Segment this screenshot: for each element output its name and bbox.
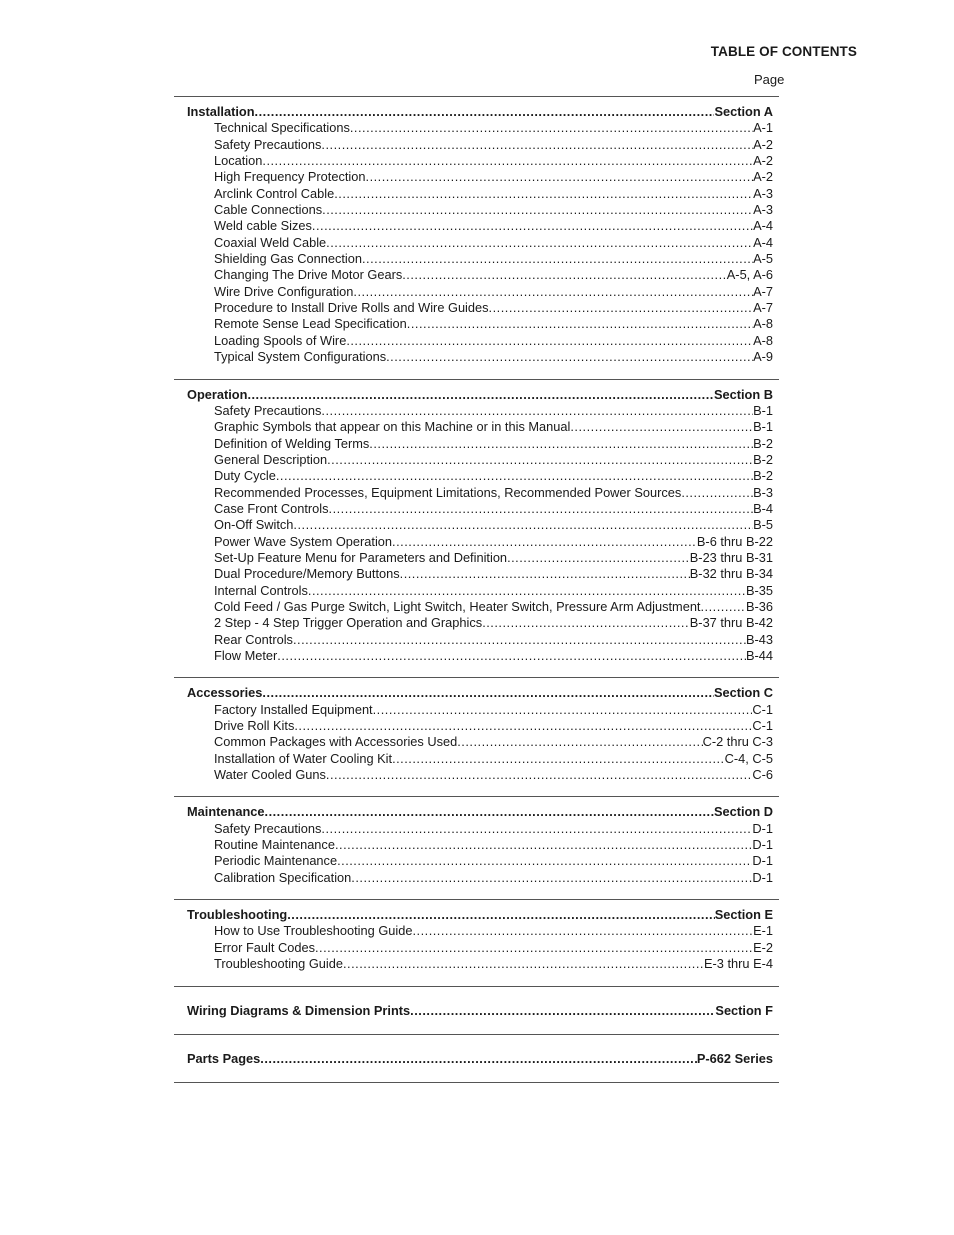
section-heading-page: Section D	[713, 804, 773, 820]
dot-leader	[326, 767, 752, 783]
toc-entry-label: Case Front Controls	[214, 500, 329, 516]
toc-entry-row[interactable]	[174, 615, 779, 631]
toc-section	[174, 379, 779, 678]
toc-entry-page: A-3	[753, 202, 773, 218]
toc-entry-row[interactable]	[174, 550, 779, 566]
section-heading-row[interactable]	[174, 1003, 779, 1019]
dot-leader	[482, 615, 690, 631]
toc-entry-label: Flow Meter	[214, 648, 278, 663]
toc-entry-row[interactable]	[174, 316, 779, 332]
dot-leader	[346, 333, 753, 349]
toc-entry-page: B-35	[745, 582, 773, 598]
toc-entry-page: C-1	[752, 718, 773, 734]
section-heading-label: Wiring Diagrams & Dimension Prints	[187, 1002, 411, 1018]
toc-entry-row[interactable]	[174, 853, 779, 869]
toc-entry-page: A-9	[753, 349, 773, 365]
toc-entry-label: Coaxial Weld Cable	[214, 234, 327, 250]
toc-entry-label: Installation of Water Cooling Kit	[214, 750, 393, 766]
toc-entry-page: E-1	[753, 923, 773, 939]
toc-entry-row[interactable]	[174, 501, 779, 517]
toc-entry-row[interactable]	[174, 534, 779, 550]
toc-entry-label: High Frequency Protection	[214, 169, 366, 185]
toc-entry-page: D-1	[752, 837, 773, 853]
toc-entry-label: Periodic Maintenance	[214, 853, 338, 869]
toc-entry-row[interactable]	[174, 837, 779, 853]
toc-entry-label: General Description	[214, 451, 328, 467]
toc-entry-page: E-2	[753, 939, 773, 955]
toc-entry-label: Arclink Control Cable	[214, 185, 335, 201]
toc-entry-label: Definition of Welding Terms	[214, 435, 370, 451]
toc-entry-page: C-2 thru C-3	[702, 734, 773, 750]
dot-leader	[326, 235, 753, 251]
dot-leader	[262, 685, 714, 701]
toc-entry-page: A-8	[753, 316, 773, 332]
section-heading-row[interactable]	[174, 907, 779, 923]
toc-entry-page: B-6 thru B-22	[696, 533, 773, 549]
toc-entry-row[interactable]	[174, 583, 779, 599]
toc-entry-row[interactable]	[174, 485, 779, 501]
section-heading-label: Installation	[187, 104, 255, 119]
toc-entry-label: Power Wave System Operation	[214, 533, 393, 549]
toc-entry-page: D-1	[752, 820, 773, 836]
dot-leader	[276, 468, 753, 484]
toc-entry-row[interactable]	[174, 566, 779, 582]
toc-entry-row[interactable]	[174, 517, 779, 533]
toc-entry-page: D-1	[752, 853, 773, 869]
toc-entry-row[interactable]	[174, 718, 779, 734]
toc-entry-label: Cable Connections	[214, 202, 323, 218]
toc-entry-row[interactable]	[174, 267, 779, 283]
toc-entry-row[interactable]	[174, 702, 779, 718]
toc-section	[174, 899, 779, 985]
dot-leader	[294, 718, 752, 734]
dot-leader	[321, 821, 752, 837]
toc-entry-row[interactable]	[174, 870, 779, 886]
dot-leader	[373, 702, 753, 718]
dot-leader	[260, 1051, 697, 1067]
dot-leader	[337, 853, 752, 869]
dot-leader	[327, 452, 753, 468]
toc-section	[174, 1034, 779, 1083]
toc-entry-row[interactable]	[174, 923, 779, 939]
toc-entry-row[interactable]	[174, 956, 779, 972]
section-heading-label: Accessories	[187, 685, 263, 701]
toc-entry-label: Technical Specifications	[214, 120, 350, 136]
toc-entry-label: Graphic Symbols that appear on this Machine or in this Manual	[214, 419, 571, 435]
toc-entry-row[interactable]	[174, 169, 779, 185]
toc-entry-label: Safety Precautions	[214, 402, 322, 418]
dot-leader	[570, 419, 753, 435]
toc-entry-page: A-1	[753, 120, 773, 136]
section-heading-row[interactable]	[174, 104, 779, 120]
toc-entry-row[interactable]	[174, 120, 779, 136]
dot-leader	[255, 104, 715, 120]
toc-entry-row[interactable]	[174, 751, 779, 767]
dot-leader	[277, 648, 746, 664]
toc-entry-page: C-6	[752, 767, 773, 783]
section-heading-row[interactable]	[174, 1051, 779, 1067]
toc-entry-page: A-8	[753, 332, 773, 348]
toc-entry-label: Location	[214, 153, 263, 169]
toc-entry-row[interactable]	[174, 300, 779, 316]
section-heading-page: Section B	[713, 386, 773, 402]
toc-entry-row[interactable]	[174, 137, 779, 153]
section-heading-row[interactable]	[174, 387, 779, 403]
dot-leader	[407, 316, 753, 332]
dot-leader	[287, 907, 714, 923]
dot-leader	[353, 284, 753, 300]
toc-entry-page: E-3 thru E-4	[704, 956, 773, 972]
toc-entry-row[interactable]	[174, 186, 779, 202]
dot-leader	[400, 566, 690, 582]
dot-leader	[322, 202, 753, 218]
section-heading-page: Section E	[714, 907, 773, 923]
toc-entry-row[interactable]	[174, 734, 779, 750]
toc-entry-label: Error Fault Codes	[214, 939, 315, 955]
toc-entry-page: B-2	[753, 451, 773, 467]
table-of-contents	[174, 96, 779, 1083]
section-heading-label: Troubleshooting	[187, 907, 288, 923]
toc-entry-label: Weld cable Sizes	[214, 218, 312, 234]
toc-entry-row[interactable]	[174, 468, 779, 484]
dot-leader	[386, 349, 753, 365]
section-heading-label: Operation	[187, 386, 248, 402]
dot-leader	[293, 632, 746, 648]
dot-leader	[362, 251, 753, 267]
section-heading-page: Section F	[715, 1002, 773, 1018]
dot-leader	[366, 169, 754, 185]
toc-entry-row[interactable]	[174, 419, 779, 435]
toc-entry-row[interactable]	[174, 251, 779, 267]
section-heading-row[interactable]	[174, 804, 779, 820]
toc-entry-label: Set-Up Feature Menu for Parameters and Definition	[214, 549, 508, 565]
toc-entry-page: B-2	[753, 468, 773, 484]
document-title: TABLE OF CONTENTS	[710, 44, 857, 59]
toc-entry-label: Duty Cycle	[214, 468, 276, 484]
dot-leader	[247, 387, 714, 403]
toc-entry-page: A-5, A-6	[726, 267, 773, 283]
toc-entry-label: Factory Installed Equipment	[214, 701, 373, 717]
dot-leader	[321, 403, 753, 419]
toc-entry-page: A-4	[753, 234, 773, 250]
toc-entry-row[interactable]	[174, 599, 779, 615]
page-column-label: Page	[754, 72, 785, 87]
toc-entry-page: B-3	[753, 484, 773, 500]
toc-entry-label: Recommended Processes, Equipment Limitations, Recommended Power Sources	[214, 484, 682, 500]
toc-entry-page: A-7	[753, 300, 773, 316]
toc-entry-page: A-3	[753, 185, 773, 201]
dot-leader	[457, 734, 702, 750]
toc-entry-label: Dual Procedure/Memory Buttons	[214, 566, 400, 582]
dot-leader	[507, 550, 690, 566]
toc-entry-row[interactable]	[174, 403, 779, 419]
dot-leader	[410, 1003, 715, 1019]
toc-entry-page: B-23 thru B-31	[689, 549, 773, 565]
toc-entry-label: Loading Spools of Wire	[214, 332, 347, 348]
dot-leader	[321, 137, 753, 153]
toc-entry-page: A-5	[753, 251, 773, 267]
toc-entry-row[interactable]	[174, 940, 779, 956]
dot-leader	[293, 517, 753, 533]
toc-entry-label: On-Off Switch	[214, 517, 294, 533]
dot-leader	[412, 923, 753, 939]
dot-leader	[392, 534, 697, 550]
toc-entry-page: B-5	[753, 517, 773, 533]
toc-section	[174, 796, 779, 899]
toc-entry-label: How to Use Troubleshooting Guide	[214, 923, 413, 939]
toc-entry-row[interactable]	[174, 452, 779, 468]
dot-leader	[350, 120, 753, 136]
toc-entry-label: Cold Feed / Gas Purge Switch, Light Switch, Heater Switch, Pressure Arm Adjustment	[214, 598, 701, 614]
toc-entry-page: C-4, C-5	[724, 750, 773, 766]
dot-leader	[335, 837, 752, 853]
toc-entry-page: C-1	[752, 701, 773, 717]
toc-entry-label: 2 Step - 4 Step Trigger Operation and Graphics	[214, 615, 483, 631]
toc-entry-row[interactable]	[174, 202, 779, 218]
toc-section	[174, 677, 779, 796]
toc-entry-page: B-36	[745, 598, 773, 614]
toc-entry-page: A-2	[753, 169, 773, 185]
toc-entry-label: Shielding Gas Connection	[214, 251, 362, 267]
dot-leader	[392, 751, 725, 767]
toc-entry-row[interactable]	[174, 821, 779, 837]
section-heading-label: Maintenance	[187, 804, 265, 820]
toc-entry-row[interactable]	[174, 349, 779, 365]
dot-leader	[681, 485, 753, 501]
toc-entry-page: A-2	[753, 136, 773, 152]
toc-entry-page: A-7	[753, 283, 773, 299]
dot-leader	[369, 436, 753, 452]
toc-entry-label: Safety Precautions	[214, 820, 322, 836]
section-heading-page: Section A	[714, 104, 773, 119]
toc-entry-page: B-44	[745, 648, 773, 663]
toc-entry-label: Troubleshooting Guide	[214, 956, 343, 972]
toc-entry-label: Typical System Configurations	[214, 349, 387, 365]
dot-leader	[329, 501, 754, 517]
toc-entry-row[interactable]	[174, 218, 779, 234]
dot-leader	[701, 599, 746, 615]
toc-entry-label: Safety Precautions	[214, 136, 322, 152]
dot-leader	[312, 218, 753, 234]
dot-leader	[315, 940, 753, 956]
toc-entry-label: Procedure to Install Drive Rolls and Wire Guides	[214, 300, 489, 316]
toc-entry-row[interactable]	[174, 235, 779, 251]
dot-leader	[308, 583, 746, 599]
toc-entry-label: Water Cooled Guns	[214, 767, 326, 783]
dot-leader	[351, 870, 752, 886]
toc-section	[174, 96, 779, 379]
toc-entry-page: B-37 thru B-42	[689, 615, 773, 631]
toc-entry-page: B-1	[753, 402, 773, 418]
toc-entry-label: Calibration Specification	[214, 869, 352, 885]
toc-entry-label: Changing The Drive Motor Gears	[214, 267, 403, 283]
toc-entry-row[interactable]	[174, 284, 779, 300]
dot-leader	[343, 956, 704, 972]
dot-leader	[262, 153, 753, 169]
section-heading-label: Parts Pages	[187, 1050, 261, 1066]
toc-entry-label: Internal Controls	[214, 582, 308, 598]
toc-entry-page: B-4	[753, 500, 773, 516]
toc-entry-row[interactable]	[174, 767, 779, 783]
toc-entry-row[interactable]	[174, 436, 779, 452]
toc-entry-row[interactable]	[174, 333, 779, 349]
toc-entry-label: Wire Drive Configuration	[214, 283, 354, 299]
toc-entry-label: Drive Roll Kits	[214, 718, 295, 734]
toc-entry-page: A-4	[753, 218, 773, 234]
dot-leader	[402, 267, 727, 283]
toc-entry-label: Rear Controls	[214, 631, 293, 647]
toc-entry-page: B-32 thru B-34	[689, 566, 773, 582]
dot-leader	[334, 186, 753, 202]
toc-entry-label: Remote Sense Lead Specification	[214, 316, 407, 332]
dot-leader	[489, 300, 754, 316]
toc-entry-row[interactable]	[174, 153, 779, 169]
toc-entry-page: B-1	[753, 419, 773, 435]
section-heading-page: Section C	[713, 685, 773, 701]
toc-entry-label: Common Packages with Accessories Used	[214, 734, 458, 750]
toc-entry-row[interactable]	[174, 632, 779, 648]
toc-entry-page: D-1	[752, 869, 773, 885]
toc-entry-label: Routine Maintenance	[214, 837, 335, 853]
toc-entry-page: B-43	[745, 631, 773, 647]
section-heading-row[interactable]	[174, 685, 779, 701]
toc-entry-row[interactable]	[174, 648, 779, 664]
toc-entry-page: A-2	[753, 153, 773, 169]
dot-leader	[265, 804, 714, 820]
toc-section	[174, 986, 779, 1034]
section-heading-page: P-662 Series	[696, 1050, 773, 1066]
toc-entry-page: B-2	[753, 435, 773, 451]
